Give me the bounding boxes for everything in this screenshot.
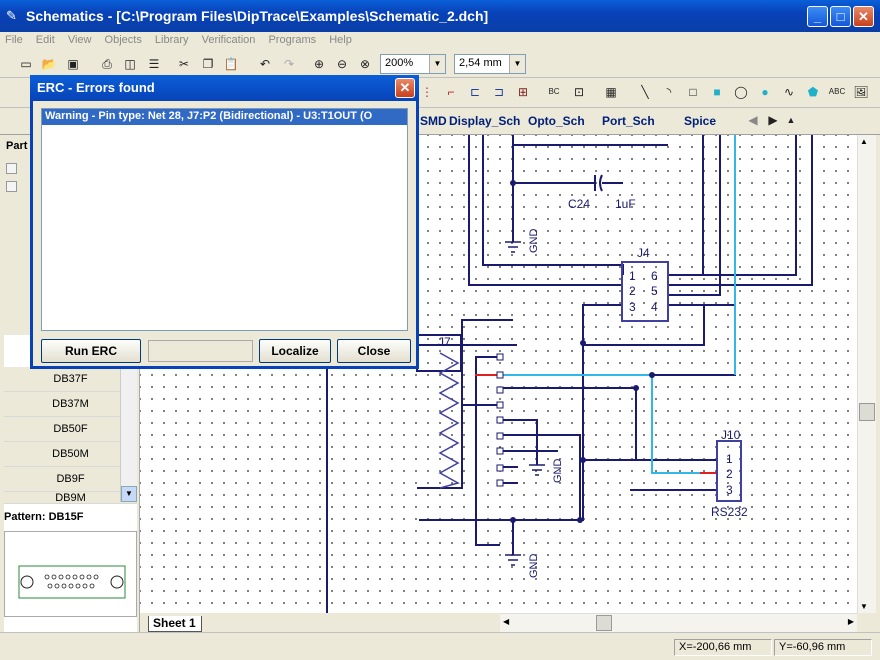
j10-label: J10 xyxy=(721,428,741,442)
list-item[interactable]: DB37M xyxy=(4,392,137,417)
j10-pin: 2 xyxy=(726,467,733,481)
main-toolbar xyxy=(0,50,880,78)
chevron-down-icon[interactable]: ▼ xyxy=(429,55,445,73)
print-preview-icon[interactable]: ◫ xyxy=(124,57,136,71)
close-icon[interactable]: ✕ xyxy=(395,78,415,98)
undo-icon[interactable]: ↶ xyxy=(259,57,271,71)
erc-dialog-title-text: ERC - Errors found xyxy=(37,80,155,95)
save-icon[interactable]: ▣ xyxy=(67,57,79,71)
paste-icon[interactable]: 📋 xyxy=(223,57,239,71)
status-bar xyxy=(0,632,880,660)
close-window-button[interactable]: ✕ xyxy=(853,6,874,27)
redo-icon[interactable]: ↷ xyxy=(283,57,295,71)
window-title: Schematics - [C:\Program Files\DipTrace\Examples\Schematic_2.dch] xyxy=(26,8,489,24)
arrow-left-icon[interactable]: ◀ xyxy=(748,113,758,127)
part-heading: Part xyxy=(6,140,28,152)
gnd-label: GND xyxy=(528,553,540,578)
zoom-in-icon[interactable]: ⊕ xyxy=(313,57,325,71)
minimize-button[interactable]: _ xyxy=(807,6,828,27)
chevron-down-icon[interactable]: ▼ xyxy=(121,486,137,502)
polygon-icon[interactable]: ⬟ xyxy=(807,85,819,99)
ellipse-icon[interactable]: ◯ xyxy=(734,85,748,99)
j4-pin: 2 xyxy=(629,284,636,298)
j4-pin: 1 xyxy=(629,269,636,283)
new-file-icon[interactable]: ▭ xyxy=(20,57,32,71)
y-coordinate: Y=-60,96 mm xyxy=(774,639,872,656)
checkbox[interactable] xyxy=(6,163,17,174)
print-icon[interactable]: ⎙ xyxy=(102,57,112,71)
db15-pattern-image xyxy=(5,532,138,618)
j4-pin: 4 xyxy=(651,300,658,314)
erc-dialog-title xyxy=(30,75,419,101)
menu-verification[interactable]: Verification xyxy=(201,34,256,46)
line-icon[interactable]: ╲ xyxy=(641,85,649,99)
chevron-left-icon[interactable]: ◀ xyxy=(503,617,510,626)
list-item[interactable]: DB50F xyxy=(4,417,137,442)
zoom-select[interactable] xyxy=(380,54,446,74)
menu-view[interactable]: View xyxy=(67,34,92,46)
bus-icon[interactable]: ⋮ xyxy=(421,85,433,99)
chevron-right-icon[interactable]: ▶ xyxy=(847,617,854,626)
list-item[interactable]: DB9M xyxy=(4,492,137,504)
lib-tab-opto-sch[interactable]: Opto_Sch xyxy=(528,114,585,128)
j10-pin: 1 xyxy=(726,452,733,466)
net-port-icon[interactable]: ⊏ xyxy=(469,85,481,99)
gnd-label: GND xyxy=(552,458,564,483)
j7-part[interactable] xyxy=(440,353,458,488)
sheet-tab[interactable]: Sheet 1 xyxy=(148,616,202,632)
rs232-label: RS232 xyxy=(711,505,748,519)
zoom-value: 200% xyxy=(385,57,414,69)
arc-icon[interactable]: ◝ xyxy=(666,85,672,99)
x-coordinate: X=-200,66 mm xyxy=(674,639,772,656)
j7-label: J7 xyxy=(438,335,451,349)
j4-pin: 6 xyxy=(651,269,658,283)
j4-label: J4 xyxy=(637,246,650,260)
title-bar xyxy=(0,0,880,32)
c24-label: C24 xyxy=(568,197,591,211)
scroll-thumb[interactable] xyxy=(859,403,875,421)
menu-objects[interactable]: Objects xyxy=(104,34,142,46)
j10-pin: 3 xyxy=(726,483,733,497)
c24-value: 1uF xyxy=(615,197,636,211)
lib-tab-display-sch[interactable]: Display_Sch xyxy=(449,114,521,128)
gnd-label: GND xyxy=(528,228,540,253)
copy-icon[interactable]: ❐ xyxy=(202,57,214,71)
table-icon[interactable]: ▦ xyxy=(605,85,617,99)
error-list[interactable] xyxy=(41,108,408,331)
hierarchy-icon[interactable]: ⊞ xyxy=(517,85,529,99)
text-icon[interactable]: ABC xyxy=(828,87,846,96)
image-icon[interactable]: 🖼 xyxy=(853,85,869,99)
list-item[interactable]: DB37F xyxy=(4,367,137,392)
j4-pin: 5 xyxy=(651,284,658,298)
zoom-fit-icon[interactable]: ⊗ xyxy=(359,57,371,71)
menu-edit[interactable]: Edit xyxy=(35,34,55,46)
menu-bar xyxy=(0,32,880,50)
library-menu-icon[interactable]: ▲ xyxy=(786,115,796,125)
chevron-down-icon[interactable]: ▼ xyxy=(860,602,868,611)
list-item[interactable]: DB9F xyxy=(4,467,137,492)
chevron-down-icon[interactable]: ▼ xyxy=(509,55,525,73)
wire-icon[interactable]: ⌐ xyxy=(447,85,455,99)
chevron-up-icon[interactable]: ▲ xyxy=(860,137,868,146)
menu-library[interactable]: Library xyxy=(154,34,189,46)
rectangle-icon[interactable]: □ xyxy=(689,85,697,99)
vertical-scrollbar[interactable] xyxy=(857,135,876,613)
part-icon[interactable]: BC xyxy=(548,87,560,96)
polyline-icon[interactable]: ∿ xyxy=(783,85,795,99)
zoom-out-icon[interactable]: ⊖ xyxy=(336,57,348,71)
arrow-right-icon[interactable]: ▶ xyxy=(768,113,778,127)
filled-rectangle-icon[interactable]: ■ xyxy=(713,85,721,99)
report-icon[interactable]: ☰ xyxy=(148,57,160,71)
checkbox[interactable] xyxy=(6,181,17,192)
localize-button[interactable]: Localize xyxy=(259,339,331,363)
lib-tab-port-sch[interactable]: Port_Sch xyxy=(602,114,655,128)
ic-icon[interactable]: ⊡ xyxy=(573,85,585,99)
progress-bar xyxy=(148,340,253,362)
maximize-button[interactable]: □ xyxy=(830,6,851,27)
cut-icon[interactable]: ✂ xyxy=(178,57,190,71)
lib-tab-smd[interactable]: SMD xyxy=(420,114,447,128)
run-erc-button[interactable]: Run ERC xyxy=(41,339,141,363)
erc-dialog xyxy=(30,75,419,369)
lib-tab-spice[interactable]: Spice xyxy=(684,114,717,128)
grid-value: 2,54 mm xyxy=(459,57,502,69)
pattern-label: Pattern: DB15F xyxy=(4,511,84,523)
filled-ellipse-icon[interactable]: ● xyxy=(761,85,769,99)
menu-file[interactable]: File xyxy=(5,34,23,46)
j4-pin: 3 xyxy=(629,300,636,314)
list-item[interactable]: DB50M xyxy=(4,442,137,467)
grid-select[interactable] xyxy=(454,54,526,74)
pattern-preview xyxy=(4,531,137,617)
app-icon[interactable]: ✎ xyxy=(6,8,17,23)
open-folder-icon[interactable]: 📂 xyxy=(41,57,57,71)
list-item[interactable]: Warning - Pin type: Net 28, J7:P2 (Bidirectional) - U3:T1OUT (O xyxy=(42,109,407,125)
close-button[interactable]: Close xyxy=(337,339,411,363)
horizontal-scrollbar[interactable] xyxy=(500,613,857,632)
menu-programs[interactable]: Programs xyxy=(268,34,317,46)
scroll-thumb[interactable] xyxy=(596,615,612,631)
bus-entry-icon[interactable]: ⊐ xyxy=(493,85,505,99)
menu-help[interactable]: Help xyxy=(329,34,352,46)
